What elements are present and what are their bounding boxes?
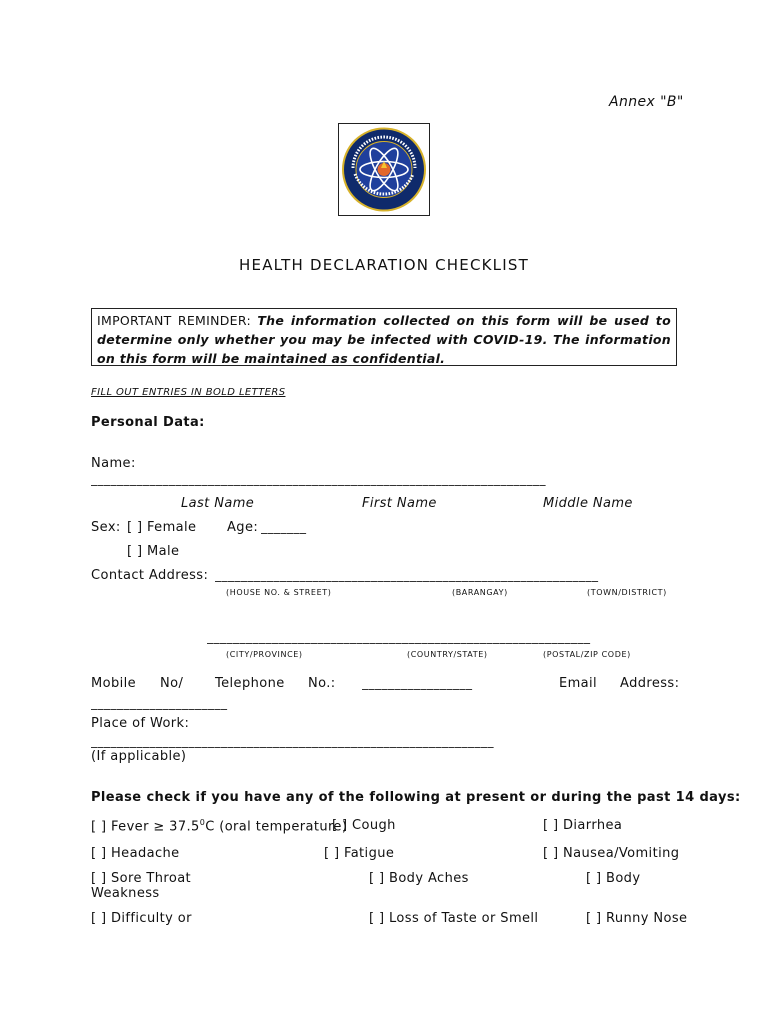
fever-checkbox[interactable] (91, 818, 347, 834)
barangay-caption: (BARANGAY) (452, 588, 508, 597)
contact-address-line-2[interactable]: ___________________________________________________________ (207, 630, 591, 644)
diarrhea-checkbox[interactable]: [ ] Diarrhea (543, 818, 623, 833)
if-applicable-caption: (If applicable) (91, 749, 187, 764)
email-address-label: Address: (620, 676, 680, 691)
sore-throat-checkbox[interactable]: [ ] Sore Throat (91, 871, 192, 886)
annex-label: Annex "B" (609, 94, 684, 110)
house-street-caption: (HOUSE NO. & STREET) (226, 588, 332, 597)
first-name-caption: First Name (362, 496, 437, 511)
sex-label: Sex: (91, 520, 121, 535)
town-district-caption: (TOWN/DISTRICT) (587, 588, 667, 597)
cough-checkbox[interactable]: [ ] Cough (332, 818, 396, 833)
important-reminder-box (91, 308, 677, 366)
fever-label: [ ] Fever ≥ 37.5 (91, 819, 200, 835)
loss-taste-smell-checkbox[interactable]: [ ] Loss of Taste or Smell (369, 911, 539, 926)
headache-checkbox[interactable]: [ ] Headache (91, 846, 180, 861)
contact-address-line-1[interactable]: ___________________________________________________________ (215, 568, 599, 582)
nausea-vomiting-checkbox[interactable]: [ ] Nausea/Vomiting (543, 846, 680, 861)
postal-zip-caption: (POSTAL/ZIP CODE) (543, 650, 631, 659)
mobile-field-line[interactable]: _________________ (362, 676, 473, 690)
age-label: Age: (227, 520, 259, 535)
email-field-line[interactable]: _____________________ (91, 696, 228, 710)
reminder-label: IMPORTANT REMINDER: (97, 313, 251, 328)
place-of-work-line[interactable]: ______________________________________________________________ (91, 734, 494, 748)
age-field-line[interactable]: _______ (261, 520, 307, 534)
fever-label-suffix: C (oral temperature) (205, 819, 348, 835)
reminder-text: The information collected on this form will be used to determine only whether you may be infected with COVID-19. The information on this form will be maintained as confidential. (97, 313, 671, 366)
country-state-caption: (COUNTRY/STATE) (407, 650, 488, 659)
female-checkbox[interactable]: [ ] Female (127, 520, 197, 535)
instruction-text: FILL OUT ENTRIES IN BOLD LETTERS (91, 387, 286, 398)
middle-name-caption: Middle Name (543, 496, 633, 511)
fatigue-checkbox[interactable]: [ ] Fatigue (324, 846, 395, 861)
page-title: HEALTH DECLARATION CHECKLIST (239, 256, 529, 274)
place-of-work-label: Place of Work: (91, 716, 190, 731)
telephone-no-label: No.: (308, 676, 336, 691)
name-label: Name: (91, 456, 136, 471)
symptoms-heading: Please check if you have any of the following at present or during the past 14 days: (91, 790, 741, 805)
runny-nose-checkbox[interactable]: [ ] Runny Nose (586, 911, 688, 926)
contact-address-label: Contact Address: (91, 568, 209, 583)
body-aches-checkbox[interactable]: [ ] Body Aches (369, 871, 469, 886)
city-province-caption: (CITY/PROVINCE) (226, 650, 303, 659)
mobile-no-label: No/ (160, 676, 184, 691)
name-field-line[interactable]: ______________________________________________________________________ (91, 472, 546, 486)
difficulty-breathing-checkbox[interactable]: [ ] Difficulty or (91, 911, 192, 926)
last-name-caption: Last Name (181, 496, 255, 511)
body-weakness-label-wrap: Weakness (91, 886, 160, 901)
body-weakness-checkbox[interactable]: [ ] Body (586, 871, 641, 886)
telephone-label: Telephone (215, 676, 285, 691)
degree-superscript: 0 (199, 818, 206, 827)
prc-seal-logo (338, 123, 430, 216)
prc-seal-icon (339, 124, 429, 215)
email-label: Email (559, 676, 598, 691)
mobile-label: Mobile (91, 676, 137, 691)
male-checkbox[interactable]: [ ] Male (127, 544, 180, 559)
personal-data-heading: Personal Data: (91, 415, 205, 430)
